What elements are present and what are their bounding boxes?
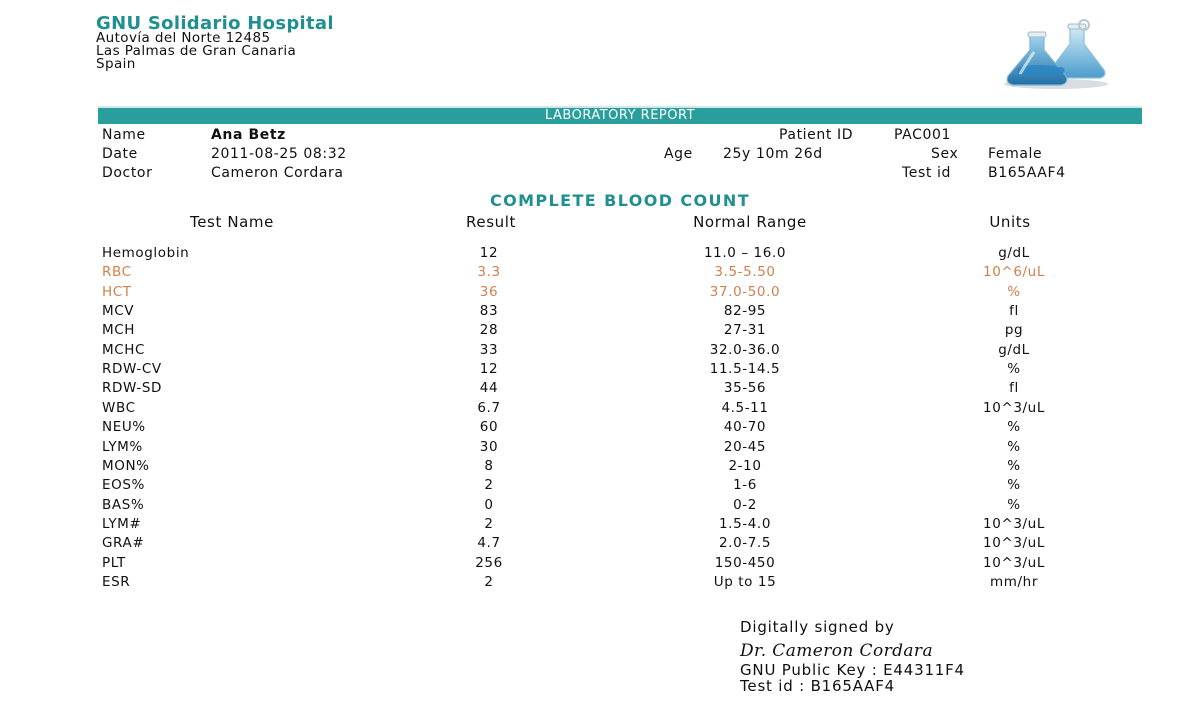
table-row: [0, 264, 1200, 283]
units-cell: g/dL: [998, 245, 1030, 261]
header-test-name: Test Name: [190, 213, 274, 231]
test-name-cell: ESR: [102, 573, 131, 590]
units-cell: %: [1007, 496, 1021, 513]
patient-id: PAC001: [894, 127, 951, 143]
result-cell: 36: [479, 283, 499, 300]
sex-label: Sex: [931, 146, 959, 162]
result-cell: 4.7: [477, 535, 501, 552]
result-cell: 12: [479, 361, 499, 378]
test-name-cell: NEU%: [102, 419, 146, 436]
units-cell: g/dL: [998, 341, 1030, 358]
normal-range-cell: 32.0-36.0: [709, 341, 781, 358]
table-row: [0, 516, 1200, 535]
patient-sex: Female: [988, 146, 1043, 162]
test-name-cell: MCH: [102, 322, 136, 339]
header-result: Result: [466, 213, 516, 231]
normal-range-cell: 11.5-14.5: [709, 361, 781, 378]
test-name-cell: LYM%: [102, 438, 143, 455]
table-row: [0, 458, 1200, 477]
normal-range-cell: 4.5-11: [721, 399, 769, 416]
test-name-cell: Hemoglobin: [102, 245, 190, 261]
test-id: B165AAF4: [988, 165, 1066, 181]
result-cell: 83: [479, 303, 499, 320]
result-cell: 30: [479, 438, 499, 455]
result-cell: 2: [484, 515, 494, 532]
result-cell: 28: [479, 322, 499, 339]
result-cell: 2: [484, 573, 494, 590]
table-row: [0, 342, 1200, 361]
table-row: [0, 245, 1200, 264]
table-row: [0, 535, 1200, 554]
public-key: GNU Public Key : E44311F4: [740, 661, 965, 679]
test-name-cell: RDW-CV: [102, 361, 162, 378]
report-title-band: LABORATORY REPORT: [98, 106, 1142, 124]
test-name-cell: WBC: [102, 399, 136, 416]
units-cell: mm/hr: [990, 573, 1038, 590]
units-cell: 10^3/uL: [983, 535, 1045, 552]
digitally-signed-label: Digitally signed by: [740, 618, 895, 636]
units-cell: %: [1007, 477, 1021, 494]
test-name-cell: LYM#: [102, 515, 142, 532]
units-cell: %: [1007, 438, 1021, 455]
table-row: [0, 574, 1200, 593]
table-row: [0, 380, 1200, 399]
table-row: [0, 361, 1200, 380]
table-row: [0, 322, 1200, 341]
units-cell: %: [1007, 419, 1021, 436]
units-cell: 10^3/uL: [983, 399, 1045, 416]
doctor-name: Cameron Cordara: [211, 165, 344, 181]
result-cell: 60: [479, 419, 499, 436]
test-name-cell: MCHC: [102, 341, 146, 358]
units-cell: 10^3/uL: [983, 554, 1045, 571]
test-name-cell: RDW-SD: [102, 380, 163, 397]
result-cell: 3.3: [477, 264, 501, 281]
test-name-cell: MON%: [102, 457, 150, 474]
result-cell: 44: [479, 380, 499, 397]
normal-range-cell: 27-31: [723, 322, 767, 339]
normal-range-cell: 35-56: [723, 380, 767, 397]
age-label: Age: [664, 146, 693, 162]
normal-range-cell: 2-10: [728, 457, 762, 474]
date-label: Date: [102, 146, 138, 162]
normal-range-cell: 20-45: [723, 438, 767, 455]
table-row: [0, 419, 1200, 438]
units-cell: %: [1007, 283, 1021, 300]
table-row: [0, 303, 1200, 322]
normal-range-cell: 82-95: [723, 303, 767, 320]
units-cell: 10^3/uL: [983, 515, 1045, 532]
result-cell: 6.7: [477, 399, 501, 416]
result-cell: 33: [479, 341, 499, 358]
normal-range-cell: 37.0-50.0: [709, 283, 781, 300]
normal-range-cell: 40-70: [723, 419, 767, 436]
normal-range-cell: 3.5-5.50: [714, 264, 776, 281]
patient-age: 25y 10m 26d: [723, 146, 823, 162]
laboratory-flasks-icon: [996, 18, 1122, 90]
normal-range-cell: 0-2: [733, 496, 757, 513]
test-name-cell: HCT: [102, 283, 132, 300]
units-cell: fl: [1009, 380, 1019, 397]
normal-range-cell: 1-6: [733, 477, 757, 494]
units-cell: fl: [1009, 303, 1019, 320]
units-cell: %: [1007, 457, 1021, 474]
test-name-cell: PLT: [102, 554, 126, 571]
address-line-1: Autovía del Norte 12485: [96, 30, 271, 46]
test-name-cell: BAS%: [102, 496, 145, 513]
normal-range-cell: Up to 15: [713, 573, 777, 590]
units-cell: 10^6/uL: [983, 264, 1045, 281]
signature-doctor: Dr. Cameron Cordara: [740, 641, 933, 661]
test-name-cell: EOS%: [102, 477, 145, 494]
table-row: [0, 284, 1200, 303]
table-row: [0, 555, 1200, 574]
doctor-label: Doctor: [102, 165, 153, 181]
units-cell: %: [1007, 361, 1021, 378]
result-cell: 0: [484, 496, 494, 513]
patient-name: Ana Betz: [211, 127, 286, 143]
report-date: 2011-08-25 08:32: [211, 146, 347, 162]
result-cell: 12: [479, 245, 499, 261]
test-name-cell: GRA#: [102, 535, 145, 552]
hospital-name: GNU Solidario Hospital: [96, 13, 334, 34]
table-row: [0, 497, 1200, 516]
normal-range-cell: 2.0-7.5: [718, 535, 772, 552]
address-line-2: Las Palmas de Gran Canaria: [96, 43, 297, 59]
normal-range-cell: 11.0 – 16.0: [703, 245, 787, 261]
header-units: Units: [989, 213, 1031, 231]
result-cell: 256: [475, 554, 503, 571]
patient-id-label: Patient ID: [779, 127, 854, 143]
name-label: Name: [102, 127, 146, 143]
normal-range-cell: 150-450: [714, 554, 776, 571]
test-name-cell: RBC: [102, 264, 132, 281]
table-row: [0, 439, 1200, 458]
units-cell: pg: [1004, 322, 1024, 339]
test-name-cell: MCV: [102, 303, 135, 320]
section-title: COMPLETE BLOOD COUNT: [489, 191, 751, 210]
normal-range-cell: 1.5-4.0: [718, 515, 772, 532]
header-normal-range: Normal Range: [693, 213, 807, 231]
table-row: [0, 400, 1200, 419]
table-row: [0, 477, 1200, 496]
address-line-3: Spain: [96, 56, 136, 72]
signature-test-id: Test id : B165AAF4: [740, 677, 896, 695]
test-id-label: Test id: [902, 165, 951, 181]
result-cell: 2: [484, 477, 494, 494]
result-cell: 8: [484, 457, 494, 474]
